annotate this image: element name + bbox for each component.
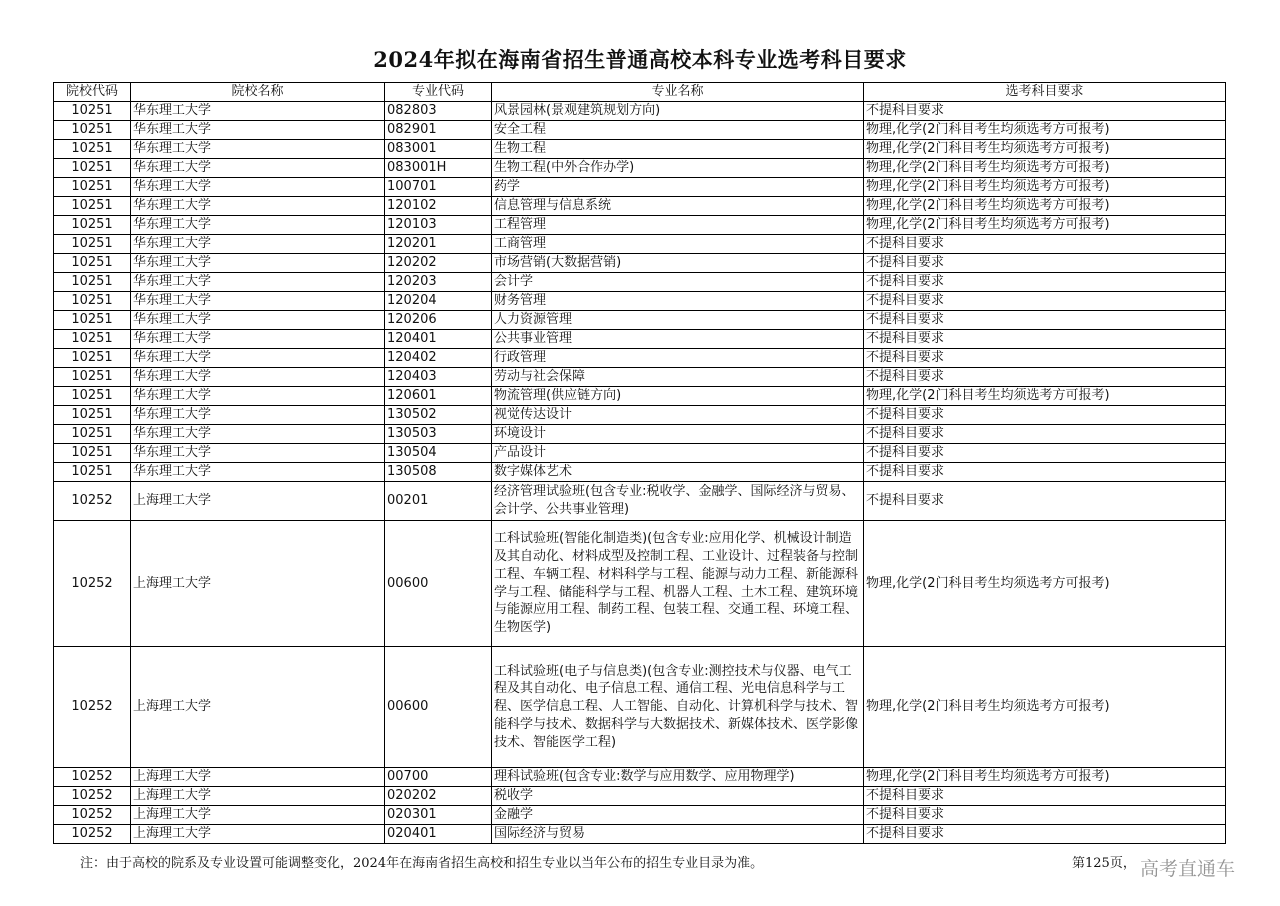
cell-major-code: 120201 — [385, 235, 492, 254]
cell-school-code: 10252 — [54, 647, 131, 768]
cell-major-name — [492, 159, 864, 178]
cell-school-name: 上海理工大学 — [131, 521, 385, 647]
cell-major-code: 020301 — [385, 806, 492, 825]
cell-requirement: 物理,化学(2门科目考生均须选考方可报考) — [864, 121, 1226, 140]
cell-school-name: 华东理工大学 — [131, 292, 385, 311]
cell-major-code: 100701 — [385, 178, 492, 197]
table-body — [54, 102, 1226, 844]
major-name-text: 数字媒体艺术 — [494, 464, 573, 480]
cell-school-name: 华东理工大学 — [131, 140, 385, 159]
cell-school-code: 10252 — [54, 521, 131, 647]
cell-major-name — [492, 216, 864, 235]
major-name-text: 风景园林(景观建筑规划方向) — [494, 103, 661, 119]
major-name-text: 环境设计 — [494, 426, 547, 442]
cell-school-code: 10251 — [54, 292, 131, 311]
table-row — [54, 647, 1226, 768]
cell-school-code: 10252 — [54, 768, 131, 787]
cell-school-code: 10251 — [54, 406, 131, 425]
cell-major-code: 120202 — [385, 254, 492, 273]
header-major-code: 专业代码 — [385, 83, 492, 102]
table-row — [54, 235, 1226, 254]
cell-major-code: 00700 — [385, 768, 492, 787]
cell-major-name — [492, 235, 864, 254]
cell-requirement: 物理,化学(2门科目考生均须选考方可报考) — [864, 768, 1226, 787]
cell-requirement: 不提科目要求 — [864, 482, 1226, 521]
cell-major-name — [492, 406, 864, 425]
cell-school-code: 10251 — [54, 368, 131, 387]
major-name-text: 工科试验班(电子与信息类)(包含专业:测控技术与仪器、电气工程及其自动化、电子信息工程、通信工程、光电信息科学与工程、医学信息工程、人工智能、自动化、计算机科学与技术、智能科学与技术、数据科学与大数据技术、新媒体技术、医学影像技术、智能医学工程) — [494, 663, 859, 750]
major-name-text: 安全工程 — [494, 122, 547, 138]
cell-school-code: 10251 — [54, 178, 131, 197]
cell-school-code: 10251 — [54, 159, 131, 178]
cell-school-name: 上海理工大学 — [131, 768, 385, 787]
cell-school-name: 华东理工大学 — [131, 178, 385, 197]
cell-major-name — [492, 647, 864, 768]
cell-school-name: 华东理工大学 — [131, 387, 385, 406]
cell-major-code: 120403 — [385, 368, 492, 387]
table-row — [54, 140, 1226, 159]
table-row — [54, 425, 1226, 444]
table-row — [54, 444, 1226, 463]
cell-major-code: 120102 — [385, 197, 492, 216]
cell-requirement: 不提科目要求 — [864, 825, 1226, 844]
cell-requirement: 物理,化学(2门科目考生均须选考方可报考) — [864, 387, 1226, 406]
table-row — [54, 387, 1226, 406]
cell-requirement: 物理,化学(2门科目考生均须选考方可报考) — [864, 647, 1226, 768]
cell-major-name — [492, 121, 864, 140]
cell-major-name — [492, 330, 864, 349]
cell-requirement: 不提科目要求 — [864, 330, 1226, 349]
major-name-text: 公共事业管理 — [494, 331, 573, 347]
cell-school-code: 10251 — [54, 311, 131, 330]
cell-major-name — [492, 311, 864, 330]
major-name-text: 物流管理(供应链方向) — [494, 388, 622, 404]
cell-major-name — [492, 768, 864, 787]
cell-school-name: 华东理工大学 — [131, 349, 385, 368]
cell-school-code: 10252 — [54, 806, 131, 825]
requirements-table — [53, 82, 1226, 844]
cell-major-name — [492, 806, 864, 825]
table-row — [54, 349, 1226, 368]
cell-major-name — [492, 825, 864, 844]
cell-requirement: 不提科目要求 — [864, 368, 1226, 387]
cell-major-code: 082803 — [385, 102, 492, 121]
major-name-text: 生物工程 — [494, 141, 547, 157]
cell-school-code: 10252 — [54, 787, 131, 806]
footer-note: 注：由于高校的院系及专业设置可能调整变化，2024年在海南省招生高校和招生专业以当年公布的招生专业目录为准。 — [80, 856, 764, 871]
major-name-text: 税收学 — [494, 788, 534, 804]
cell-school-code: 10251 — [54, 140, 131, 159]
cell-school-code: 10251 — [54, 425, 131, 444]
page-number: 第125页， — [1072, 856, 1136, 871]
table-header-row — [54, 83, 1226, 102]
watermark: 高考直通车 — [1140, 858, 1236, 880]
major-name-text: 行政管理 — [494, 350, 547, 366]
cell-school-name: 上海理工大学 — [131, 825, 385, 844]
cell-school-name: 上海理工大学 — [131, 806, 385, 825]
cell-major-name — [492, 521, 864, 647]
major-name-text: 理科试验班(包含专业:数学与应用数学、应用物理学) — [494, 769, 795, 785]
cell-requirement: 不提科目要求 — [864, 463, 1226, 482]
cell-major-code: 083001 — [385, 140, 492, 159]
cell-major-code: 00600 — [385, 647, 492, 768]
table-row — [54, 311, 1226, 330]
major-name-text: 人力资源管理 — [494, 312, 573, 328]
cell-school-name: 华东理工大学 — [131, 159, 385, 178]
major-name-text: 金融学 — [494, 807, 534, 823]
cell-major-name — [492, 197, 864, 216]
cell-major-code: 082901 — [385, 121, 492, 140]
major-name-text: 会计学 — [494, 274, 534, 290]
cell-requirement: 不提科目要求 — [864, 806, 1226, 825]
cell-school-name: 华东理工大学 — [131, 197, 385, 216]
major-name-text: 产品设计 — [494, 445, 547, 461]
cell-major-code: 130502 — [385, 406, 492, 425]
cell-requirement: 不提科目要求 — [864, 235, 1226, 254]
table-row — [54, 521, 1226, 647]
major-name-text: 药学 — [494, 179, 521, 195]
cell-major-code: 120401 — [385, 330, 492, 349]
table-row — [54, 806, 1226, 825]
cell-major-name — [492, 387, 864, 406]
cell-major-code: 130504 — [385, 444, 492, 463]
table-row — [54, 197, 1226, 216]
cell-major-code: 00201 — [385, 482, 492, 521]
table-row — [54, 121, 1226, 140]
major-name-text: 工科试验班(智能化制造类)(包含专业:应用化学、机械设计制造及其自动化、材料成型及控制工程、工业设计、过程装备与控制工程、车辆工程、材料科学与工程、能源与动力工程、新能源科学与工程、储能科学与工程、机器人工程、土木工程、建筑环境与能源应用工程、制药工程、包装工程、交通工程、环境工程、生物医学) — [494, 531, 859, 636]
cell-requirement: 物理,化学(2门科目考生均须选考方可报考) — [864, 140, 1226, 159]
cell-major-code: 120103 — [385, 216, 492, 235]
cell-school-code: 10251 — [54, 463, 131, 482]
cell-school-name: 华东理工大学 — [131, 368, 385, 387]
cell-major-name — [492, 292, 864, 311]
cell-school-code: 10251 — [54, 216, 131, 235]
cell-school-name: 华东理工大学 — [131, 216, 385, 235]
cell-school-code: 10251 — [54, 235, 131, 254]
cell-major-name — [492, 102, 864, 121]
cell-school-code: 10251 — [54, 121, 131, 140]
cell-school-code: 10251 — [54, 273, 131, 292]
table-row — [54, 292, 1226, 311]
cell-major-name — [492, 444, 864, 463]
table-row — [54, 102, 1226, 121]
cell-requirement: 不提科目要求 — [864, 406, 1226, 425]
cell-major-code: 120402 — [385, 349, 492, 368]
major-name-text: 信息管理与信息系统 — [494, 198, 612, 214]
cell-school-name: 华东理工大学 — [131, 463, 385, 482]
cell-school-name: 华东理工大学 — [131, 235, 385, 254]
cell-requirement: 物理,化学(2门科目考生均须选考方可报考) — [864, 178, 1226, 197]
cell-major-name — [492, 273, 864, 292]
major-name-text: 工程管理 — [494, 217, 547, 233]
table-row — [54, 178, 1226, 197]
cell-requirement: 物理,化学(2门科目考生均须选考方可报考) — [864, 216, 1226, 235]
table-row — [54, 825, 1226, 844]
cell-requirement: 不提科目要求 — [864, 292, 1226, 311]
major-name-text: 生物工程(中外合作办学) — [494, 160, 635, 176]
major-name-text: 经济管理试验班(包含专业:税收学、金融学、国际经济与贸易、会计学、公共事业管理) — [494, 484, 855, 517]
table-row — [54, 768, 1226, 787]
cell-school-code: 10251 — [54, 387, 131, 406]
cell-school-name: 华东理工大学 — [131, 444, 385, 463]
major-name-text: 工商管理 — [494, 236, 547, 252]
table-row — [54, 254, 1226, 273]
header-major-name: 专业名称 — [492, 83, 864, 102]
major-name-text: 劳动与社会保障 — [494, 369, 586, 385]
cell-major-code: 020401 — [385, 825, 492, 844]
cell-major-code: 120203 — [385, 273, 492, 292]
table-row — [54, 330, 1226, 349]
table-row — [54, 787, 1226, 806]
major-name-text: 财务管理 — [494, 293, 547, 309]
cell-major-name — [492, 482, 864, 521]
cell-school-code: 10252 — [54, 482, 131, 521]
cell-school-name: 华东理工大学 — [131, 273, 385, 292]
cell-major-name — [492, 425, 864, 444]
cell-school-name: 华东理工大学 — [131, 254, 385, 273]
table-row — [54, 159, 1226, 178]
cell-requirement: 不提科目要求 — [864, 254, 1226, 273]
cell-requirement: 不提科目要求 — [864, 425, 1226, 444]
cell-major-code: 00600 — [385, 521, 492, 647]
cell-major-name — [492, 140, 864, 159]
header-school-code: 院校代码 — [54, 83, 131, 102]
table-row — [54, 216, 1226, 235]
cell-requirement: 不提科目要求 — [864, 444, 1226, 463]
cell-school-code: 10251 — [54, 444, 131, 463]
cell-major-code: 120206 — [385, 311, 492, 330]
cell-school-code: 10251 — [54, 254, 131, 273]
page-title: 2024年拟在海南省招生普通高校本科专业选考科目要求 — [373, 47, 907, 72]
cell-requirement: 不提科目要求 — [864, 273, 1226, 292]
header-requirement: 选考科目要求 — [864, 83, 1226, 102]
cell-requirement: 不提科目要求 — [864, 349, 1226, 368]
table-row — [54, 368, 1226, 387]
cell-requirement: 不提科目要求 — [864, 787, 1226, 806]
cell-school-code: 10251 — [54, 330, 131, 349]
cell-requirement: 物理,化学(2门科目考生均须选考方可报考) — [864, 159, 1226, 178]
cell-requirement: 物理,化学(2门科目考生均须选考方可报考) — [864, 521, 1226, 647]
header-school-name: 院校名称 — [131, 83, 385, 102]
cell-major-name — [492, 349, 864, 368]
table-row — [54, 463, 1226, 482]
cell-school-name: 华东理工大学 — [131, 102, 385, 121]
cell-school-code: 10251 — [54, 349, 131, 368]
table-row — [54, 482, 1226, 521]
cell-major-code: 083001H — [385, 159, 492, 178]
cell-school-name: 华东理工大学 — [131, 406, 385, 425]
table-row — [54, 406, 1226, 425]
cell-school-name: 上海理工大学 — [131, 482, 385, 521]
cell-school-code: 10252 — [54, 825, 131, 844]
cell-school-code: 10251 — [54, 197, 131, 216]
cell-major-code: 120204 — [385, 292, 492, 311]
major-name-text: 国际经济与贸易 — [494, 826, 586, 842]
cell-major-name — [492, 254, 864, 273]
cell-major-code: 130508 — [385, 463, 492, 482]
cell-requirement: 不提科目要求 — [864, 311, 1226, 330]
cell-major-name — [492, 368, 864, 387]
cell-school-name: 华东理工大学 — [131, 330, 385, 349]
cell-school-name: 华东理工大学 — [131, 121, 385, 140]
cell-major-name — [492, 178, 864, 197]
cell-requirement: 物理,化学(2门科目考生均须选考方可报考) — [864, 197, 1226, 216]
table-row — [54, 273, 1226, 292]
cell-school-name: 华东理工大学 — [131, 311, 385, 330]
cell-school-name: 华东理工大学 — [131, 425, 385, 444]
cell-school-name: 上海理工大学 — [131, 647, 385, 768]
major-name-text: 市场营销(大数据营销) — [494, 255, 622, 271]
major-name-text: 视觉传达设计 — [494, 407, 573, 423]
cell-school-code: 10251 — [54, 102, 131, 121]
cell-major-code: 020202 — [385, 787, 492, 806]
cell-major-name — [492, 787, 864, 806]
cell-major-code: 130503 — [385, 425, 492, 444]
cell-school-name: 上海理工大学 — [131, 787, 385, 806]
cell-requirement: 不提科目要求 — [864, 102, 1226, 121]
cell-major-name — [492, 463, 864, 482]
cell-major-code: 120601 — [385, 387, 492, 406]
